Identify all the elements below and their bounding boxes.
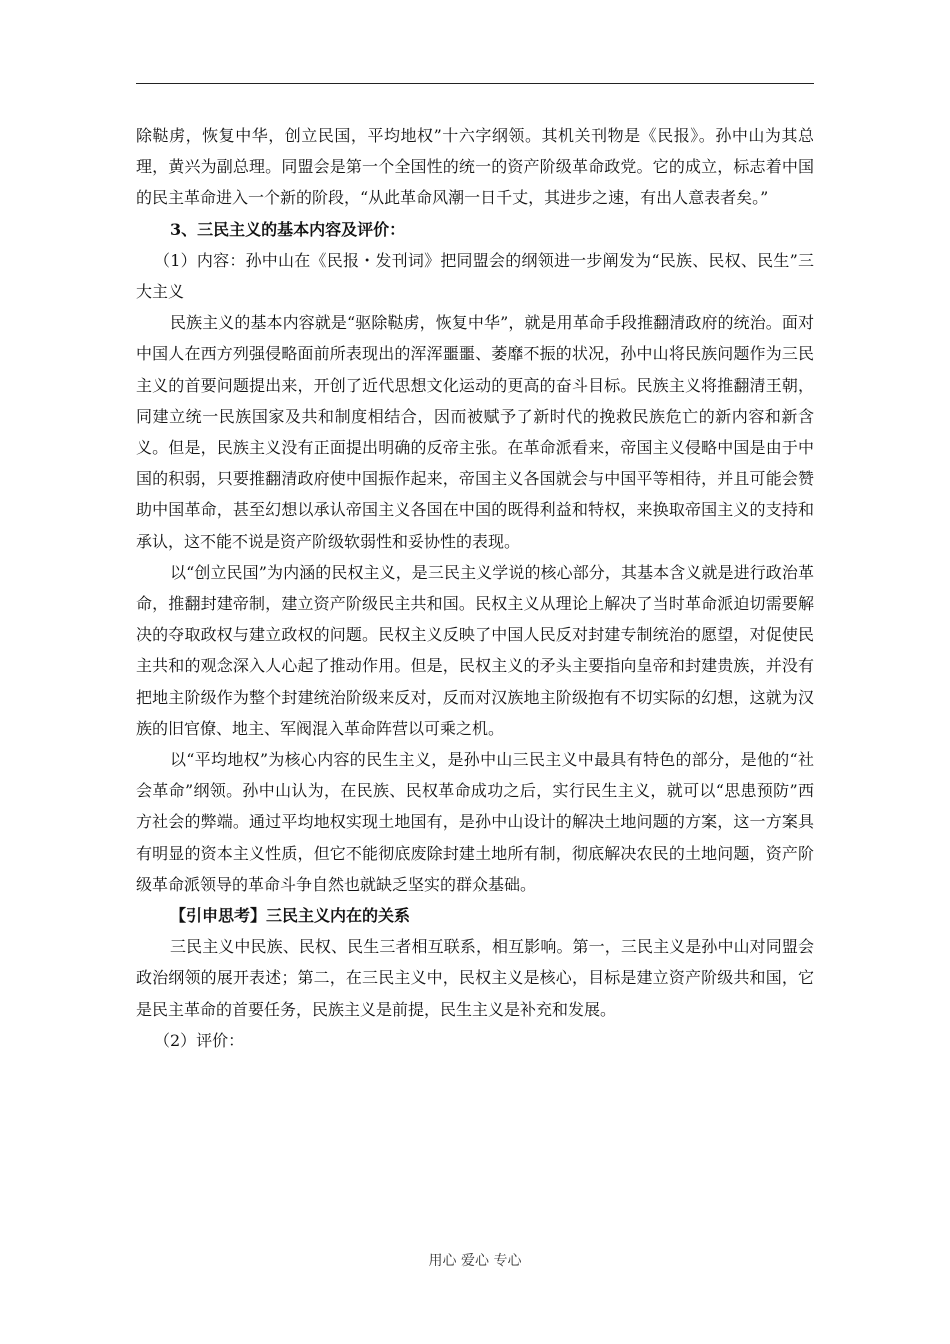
document-body (136, 120, 814, 1056)
paragraph-minquan: 以“创立民国”为内涵的民权主义，是三民主义学说的核心部分，其基本含义就是进行政治革命，推翻封建帝制，建立资产阶级民主共和国。民权主义从理论上解决了当时革命派迫切需要解决的夺取政权与建立政权的问题。民权主义反映了中国人民反对封建专制统治的愿望，对促使民主共和的观念深入人心起了推动作用。但是，民权主义的矛头主要指向皇帝和封建贵族，并没有把地主阶级作为整个封建统治阶级来反对，反而对汉族地主阶级抱有不切实际的幻想，这就为汉族的旧官僚、地主、军阀混入革命阵营以可乘之机。 (136, 562, 814, 738)
header-rule (136, 83, 814, 84)
paragraph-content-intro: （1）内容：孙中山在《民报・发刊词》把同盟会的纲领进一步阐发为“民族、民权、民生”三大主义 (136, 250, 814, 302)
evaluation-heading: （2）评价： (154, 1030, 245, 1050)
paragraph-relationship: 三民主义中民族、民权、民生三者相互联系，相互影响。第一，三民主义是孙中山对同盟会政治纲领的展开表述；第二，在三民主义中，民权主义是核心，目标是建立资产阶级共和国，它是民主革命的首要任务，民族主义是前提，民生主义是补充和发展。 (136, 937, 814, 1019)
page-footer: 用心 爱心 专心 (428, 1253, 522, 1269)
extended-thinking-heading: 【引申思考】三民主义内在的关系 (170, 906, 411, 926)
section-heading-sanmin: 3、三民主义的基本内容及评价： (170, 219, 406, 239)
paragraph-tongmenghui: 除鞑虏，恢复中华，创立民国，平均地权”十六字纲领。其机关刊物是《民报》。孙中山为其总理，黄兴为副总理。同盟会是第一个全国性的统一的资产阶级革命政党。它的成立，标志着中国的民主革命进入一个新的阶段，“从此革命风潮一日千丈，其进步之速，有出人意表者矣。” (136, 126, 814, 208)
paragraph-minsheng: 以“平均地权”为核心内容的民生主义，是孙中山三民主义中最具有特色的部分，是他的“社会革命”纲领。孙中山认为，在民族、民权革命成功之后，实行民生主义，就可以“思患预防”西方社会的弊端。通过平均地权实现土地国有，是孙中山设计的解决土地问题的方案，这一方案具有明显的资本主义性质，但它不能彻底废除封建土地所有制，彻底解决农民的土地问题，资产阶级革命派领导的革命斗争自然也就缺乏坚实的群众基础。 (136, 750, 814, 894)
paragraph-minzu: 民族主义的基本内容就是“驱除鞑虏，恢复中华”，就是用革命手段推翻清政府的统治。面对中国人在西方列强侵略面前所表现出的浑浑噩噩、萎靡不振的状况，孙中山将民族问题作为三民主义的首要问题提出来，开创了近代思想文化运动的更高的奋斗目标。民族主义将推翻清王朝，同建立统一民族国家及共和制度相结合，因而被赋予了新时代的挽救民族危亡的新内容和新含义。但是，民族主义没有正面提出明确的反帝主张。在革命派看来，帝国主义侵略中国是由于中国的积弱，只要推翻清政府使中国振作起来，帝国主义各国就会与中国平等相待，并且可能会赞助中国革命，甚至幻想以承认帝国主义各国在中国的既得利益和特权，来换取帝国主义的支持和承认，这不能不说是资产阶级软弱性和妥协性的表现。 (136, 313, 814, 551)
